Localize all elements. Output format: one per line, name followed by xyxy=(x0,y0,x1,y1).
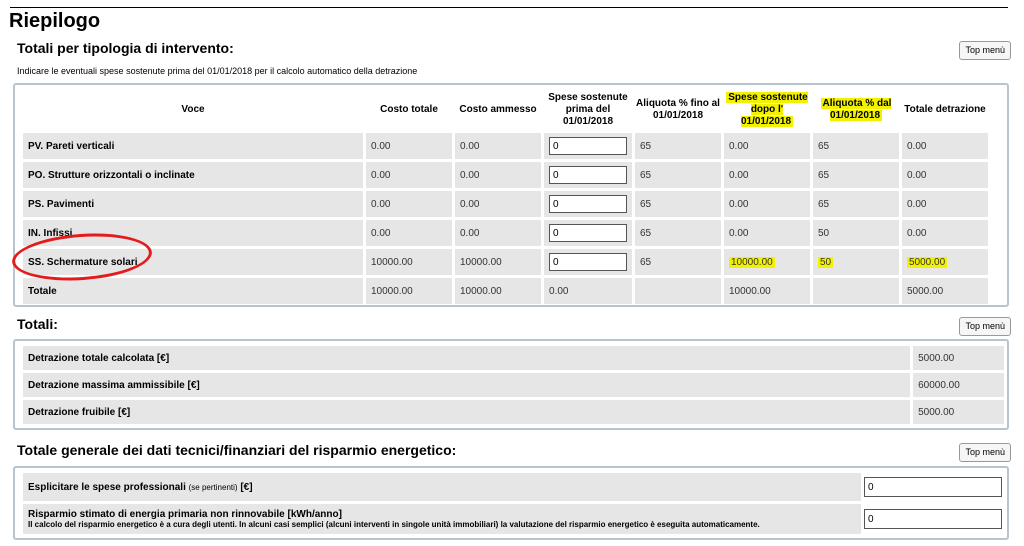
row-aliquota-dal: 65 xyxy=(813,133,899,159)
row-voce: PO. Strutture orizzontali o inclinate xyxy=(23,162,363,188)
table-row-total xyxy=(23,278,988,304)
row-aliquota-dal: 65 xyxy=(813,191,899,217)
interventi-table xyxy=(20,87,991,307)
row-spese-dopo: 0.00 xyxy=(724,133,810,159)
row-voce: PS. Pavimenti xyxy=(23,191,363,217)
row-aliquota-dal: 50 xyxy=(813,249,899,275)
table-row xyxy=(23,162,988,188)
spese-prima-input[interactable] xyxy=(549,166,627,184)
section-note: Indicare le eventuali spese sostenute prima del 01/01/2018 per il calcolo automatico della detrazione xyxy=(17,66,418,76)
totali-table xyxy=(20,343,1007,427)
row-totale: 0.00 xyxy=(902,191,988,217)
risparmio-label: Risparmio stimato di energia primaria non rinnovabile [kWh/anno] Il calcolo del risparmio energetico è a cura degli utenti. In alcuni casi semplici (alcuni interventi in singole unità immobiliari) la valutazione del risparmio energetico è eseguita automaticamente. xyxy=(23,504,861,534)
table-row xyxy=(23,220,988,246)
row-costo-ammesso: 0.00 xyxy=(455,191,541,217)
total-spese-prima: 0.00 xyxy=(544,278,632,304)
total-spese-dopo: 10000.00 xyxy=(724,278,810,304)
row-voce: PV. Pareti verticali xyxy=(23,133,363,159)
risparmio-table xyxy=(20,470,1007,537)
totali-label: Detrazione fruibile [€] xyxy=(23,400,910,424)
total-costo-totale: 10000.00 xyxy=(366,278,452,304)
row-spese-dopo: 0.00 xyxy=(724,220,810,246)
table-row xyxy=(23,346,1004,370)
totali-label: Detrazione totale calcolata [€] xyxy=(23,346,910,370)
row-totale: 0.00 xyxy=(902,162,988,188)
totali-value: 5000.00 xyxy=(913,346,1004,370)
table-row xyxy=(23,373,1004,397)
header-costo-totale: Costo totale xyxy=(380,104,438,115)
interventi-panel xyxy=(13,83,1009,307)
row-aliquota-fino: 65 xyxy=(635,133,721,159)
totali-value: 5000.00 xyxy=(913,400,1004,424)
top-menu-button-2[interactable]: Top menù xyxy=(959,317,1011,336)
header-aliquota-dal: Aliquota % dal 01/01/2018 xyxy=(822,98,892,121)
header-costo-ammesso: Costo ammesso xyxy=(459,104,537,115)
total-voce: Totale xyxy=(23,278,363,304)
top-menu-button-3[interactable]: Top menù xyxy=(959,443,1011,462)
row-spese-dopo: 0.00 xyxy=(724,191,810,217)
totali-panel xyxy=(13,339,1009,430)
totali-value: 60000.00 xyxy=(913,373,1004,397)
row-totale: 5000.00 xyxy=(902,249,988,275)
header-totale-detrazione: Totale detrazione xyxy=(904,104,986,115)
row-costo-totale: 0.00 xyxy=(366,220,452,246)
table-row xyxy=(23,400,1004,424)
header-spese-dopo: Spese sostenute dopo l' 01/01/2018 xyxy=(728,92,808,127)
table-row xyxy=(23,191,988,217)
row-totale: 0.00 xyxy=(902,133,988,159)
header-aliquota-fino: Aliquota % fino al 01/01/2018 xyxy=(636,98,720,121)
spese-prima-input[interactable] xyxy=(549,253,627,271)
risparmio-input[interactable] xyxy=(864,509,1002,529)
table-row xyxy=(23,473,1004,501)
row-aliquota-fino: 65 xyxy=(635,249,721,275)
row-costo-totale: 0.00 xyxy=(366,162,452,188)
spese-prima-input[interactable] xyxy=(549,137,627,155)
row-aliquota-dal: 65 xyxy=(813,162,899,188)
header-spese-prima: Spese sostenute prima del 01/01/2018 xyxy=(548,92,628,127)
row-costo-ammesso: 0.00 xyxy=(455,133,541,159)
totali-label: Detrazione massima ammissibile [€] xyxy=(23,373,910,397)
spese-prima-input[interactable] xyxy=(549,195,627,213)
row-spese-dopo: 0.00 xyxy=(724,162,810,188)
table-row xyxy=(23,133,988,159)
row-costo-ammesso: 0.00 xyxy=(455,162,541,188)
table-row xyxy=(23,249,988,275)
row-costo-totale: 10000.00 xyxy=(366,249,452,275)
top-rule xyxy=(10,7,1008,8)
section-title-risparmio: Totale generale dei dati tecnici/finanziari del risparmio energetico: xyxy=(17,442,457,458)
row-voce: SS. Schermature solari xyxy=(23,249,363,275)
spese-prima-input[interactable] xyxy=(549,224,627,242)
row-costo-totale: 0.00 xyxy=(366,191,452,217)
top-menu-button-1[interactable]: Top menù xyxy=(959,41,1011,60)
row-costo-totale: 0.00 xyxy=(366,133,452,159)
spese-professionali-label: Esplicitare le spese professionali (se pertinenti) [€] xyxy=(23,473,861,501)
total-aliquota-fino xyxy=(635,278,721,304)
section-title-totali: Totali: xyxy=(17,316,58,332)
row-voce: IN. Infissi xyxy=(23,220,363,246)
row-costo-ammesso: 0.00 xyxy=(455,220,541,246)
page-title: Riepilogo xyxy=(9,10,101,32)
row-costo-ammesso: 10000.00 xyxy=(455,249,541,275)
row-aliquota-fino: 65 xyxy=(635,220,721,246)
row-aliquota-dal: 50 xyxy=(813,220,899,246)
spese-professionali-input[interactable] xyxy=(864,477,1002,497)
risparmio-panel xyxy=(13,466,1009,540)
header-voce: Voce xyxy=(181,104,205,115)
row-aliquota-fino: 65 xyxy=(635,162,721,188)
table-row xyxy=(23,504,1004,534)
section-title-interventi: Totali per tipologia di intervento: xyxy=(17,40,234,56)
total-totale: 5000.00 xyxy=(902,278,988,304)
row-totale: 0.00 xyxy=(902,220,988,246)
row-aliquota-fino: 65 xyxy=(635,191,721,217)
total-costo-ammesso: 10000.00 xyxy=(455,278,541,304)
total-aliquota-dal xyxy=(813,278,899,304)
row-spese-dopo: 10000.00 xyxy=(724,249,810,275)
